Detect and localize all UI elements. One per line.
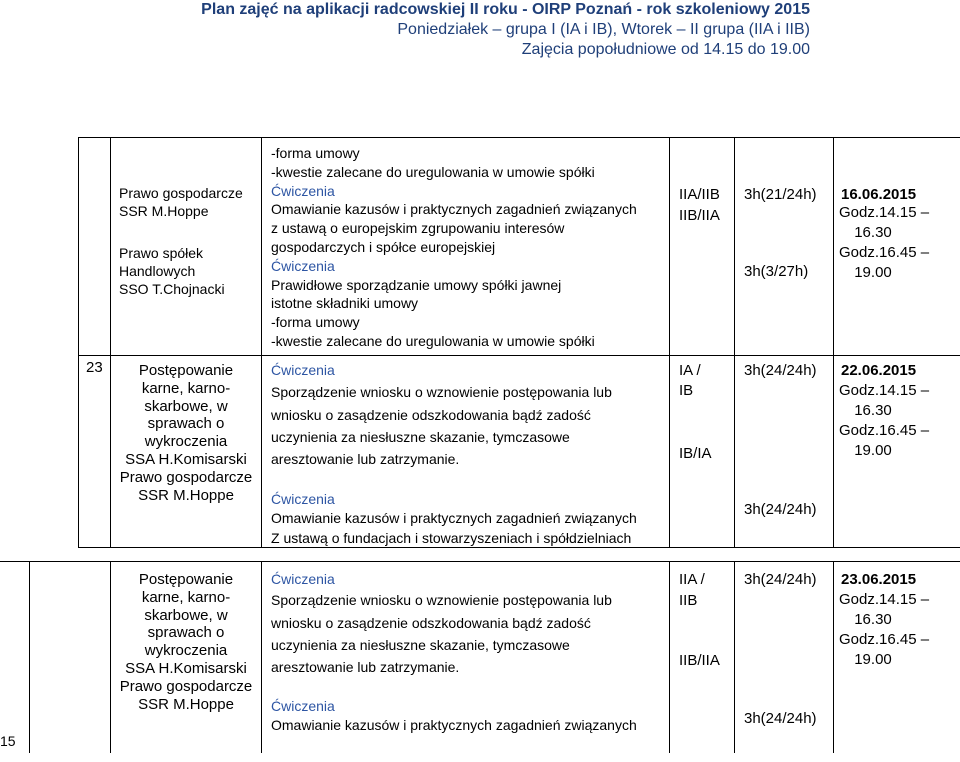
document-hours: Zajęcia popołudniowe od 14.15 do 19.00 xyxy=(521,41,810,58)
row-divider xyxy=(78,355,960,356)
group-line: IIA/IIB xyxy=(679,186,720,203)
time-line: Godz.14.15 – xyxy=(839,204,930,221)
group-line: IIA / xyxy=(679,571,705,588)
group-line: IB xyxy=(679,382,694,399)
table-divider xyxy=(734,137,735,547)
subject-line: Postępowanie xyxy=(138,571,234,588)
document-subtitle: Poniedziałek – grupa I (IA i IB), Wtorek – II grupa (IIA i IIB) xyxy=(397,21,810,38)
subject-line: SSO T.Chojnacki xyxy=(119,281,225,297)
topic-line: Sporządzenie wniosku o wznowienie postępowania lub xyxy=(271,384,612,400)
topic-line: aresztowanie lub zatrzymanie. xyxy=(271,659,460,675)
topic-line: wniosku o zasądzenie odszkodowania bądź zadość xyxy=(271,407,591,423)
subject-line: Handlowych xyxy=(119,263,196,279)
subject-line: Prawo gospodarcze xyxy=(119,677,253,695)
hours-value: 3h(3/27h) xyxy=(744,263,809,280)
topic-line: -forma umowy xyxy=(271,145,360,161)
time-line: 16.30 xyxy=(854,224,892,241)
time-line: Godz.16.45 – xyxy=(839,631,930,648)
topic-line: Ćwiczenia xyxy=(271,491,335,507)
topic-line: z ustawą o europejskim zgrupowaniu interesów xyxy=(271,220,565,237)
group-line: IA / xyxy=(679,362,701,379)
topic-line: aresztowanie lub zatrzymanie. xyxy=(271,451,460,467)
subject-line: Prawo spółek xyxy=(119,245,204,261)
topic-line: Sporządzenie wniosku o wznowienie postępowania lub xyxy=(271,592,612,608)
row-number: 23 xyxy=(86,359,103,376)
subject-line: skarbowe, w xyxy=(144,606,228,624)
topic-line: -kwestie zalecane do uregulowania w umowie spółki xyxy=(271,163,595,180)
subject-line: Postępowanie xyxy=(138,362,234,379)
topic-line: wniosku o zasądzenie odszkodowania bądź zadość xyxy=(271,615,591,631)
table-divider xyxy=(833,137,834,547)
subject-line: wykroczenia xyxy=(144,642,228,660)
subject-line: karne, karno- xyxy=(141,588,231,606)
subject-line: skarbowe, w xyxy=(144,397,228,415)
table-divider xyxy=(29,561,30,753)
time-line: 16.30 xyxy=(854,611,892,628)
document-title: Plan zajęć na aplikacji radcowskiej II roku - OIRP Poznań - rok szkoleniowy 2015 xyxy=(201,1,810,18)
time-line: 19.00 xyxy=(854,651,892,668)
table-divider xyxy=(734,561,735,753)
topic-line: Z ustawą o fundacjach i stowarzyszeniach i spółdzielniach xyxy=(271,530,632,546)
subject-line: SSR M.Hoppe xyxy=(138,486,234,504)
date-value: 22.06.2015 xyxy=(841,362,917,379)
topic-line: gospodarczych i spółce europejskiej xyxy=(271,239,496,255)
topic-line: Omawianie kazusów i praktycznych zagadnień związanych xyxy=(271,717,637,733)
time-line: 16.30 xyxy=(854,402,892,419)
topic-line: Ćwiczenia xyxy=(271,571,335,587)
hours-value: 3h(24/24h) xyxy=(744,571,817,588)
hours-value: 3h(24/24h) xyxy=(744,710,817,727)
time-line: Godz.16.45 – xyxy=(839,422,930,439)
subject-line: wykroczenia xyxy=(144,433,228,451)
hours-value: 3h(24/24h) xyxy=(744,362,817,379)
topic-line: Ćwiczenia xyxy=(271,257,335,274)
subject-line: SSR M.Hoppe xyxy=(119,203,209,219)
table-divider xyxy=(110,561,111,753)
time-line: 19.00 xyxy=(854,264,892,281)
time-line: 19.00 xyxy=(854,442,892,459)
table-divider xyxy=(669,137,670,547)
subject-line: Prawo gospodarcze xyxy=(119,185,243,201)
group-line: IIB/IIA xyxy=(679,652,720,669)
topic-line: Omawianie kazusów i praktycznych zagadnień związanych xyxy=(271,201,637,218)
date-value: 23.06.2015 xyxy=(841,571,917,588)
subject-line: SSA H.Komisarski xyxy=(125,451,247,468)
topic-line: Ćwiczenia xyxy=(271,182,335,199)
topic-line: istotne składniki umowy xyxy=(271,295,419,312)
time-line: Godz.14.15 – xyxy=(839,591,930,608)
topic-line: uczynienia za niesłuszne skazanie, tymczasowe xyxy=(271,637,570,653)
hours-value: 3h(24/24h) xyxy=(744,501,817,518)
subject-line: sprawach o xyxy=(147,415,225,433)
table-divider xyxy=(110,137,111,547)
time-line: Godz.16.45 – xyxy=(839,244,930,261)
topic-line: uczynienia za niesłuszne skazanie, tymczasowe xyxy=(271,429,570,445)
time-line: Godz.14.15 – xyxy=(839,382,930,399)
topic-line: Omawianie kazusów i praktycznych zagadnień związanych xyxy=(271,510,637,526)
topic-line: Prawidłowe sporządzanie umowy spółki jawnej xyxy=(271,276,562,293)
topic-line: Ćwiczenia xyxy=(271,698,335,714)
subject-line: SSR M.Hoppe xyxy=(138,695,234,713)
subject-line: sprawach o xyxy=(147,624,225,642)
topic-line: -forma umowy xyxy=(271,314,360,331)
subject-line: karne, karno- xyxy=(141,379,231,397)
group-line: IB/IA xyxy=(679,445,712,462)
date-value: 16.06.2015 xyxy=(841,186,917,203)
table-divider xyxy=(669,561,670,753)
subject-line: SSA H.Komisarski xyxy=(125,660,247,677)
table-divider xyxy=(261,137,262,547)
group-line: IIB/IIA xyxy=(679,206,720,224)
table-divider xyxy=(261,561,262,753)
topic-line: Ćwiczenia xyxy=(271,362,335,378)
subject-line: Prawo gospodarcze xyxy=(119,468,253,486)
topic-line: -kwestie zalecane do uregulowania w umowie spółki xyxy=(271,333,595,349)
table-divider xyxy=(833,561,834,753)
page-number: 15 xyxy=(0,733,16,749)
group-line: IIB xyxy=(679,592,698,609)
hours-value: 3h(21/24h) xyxy=(744,186,817,203)
